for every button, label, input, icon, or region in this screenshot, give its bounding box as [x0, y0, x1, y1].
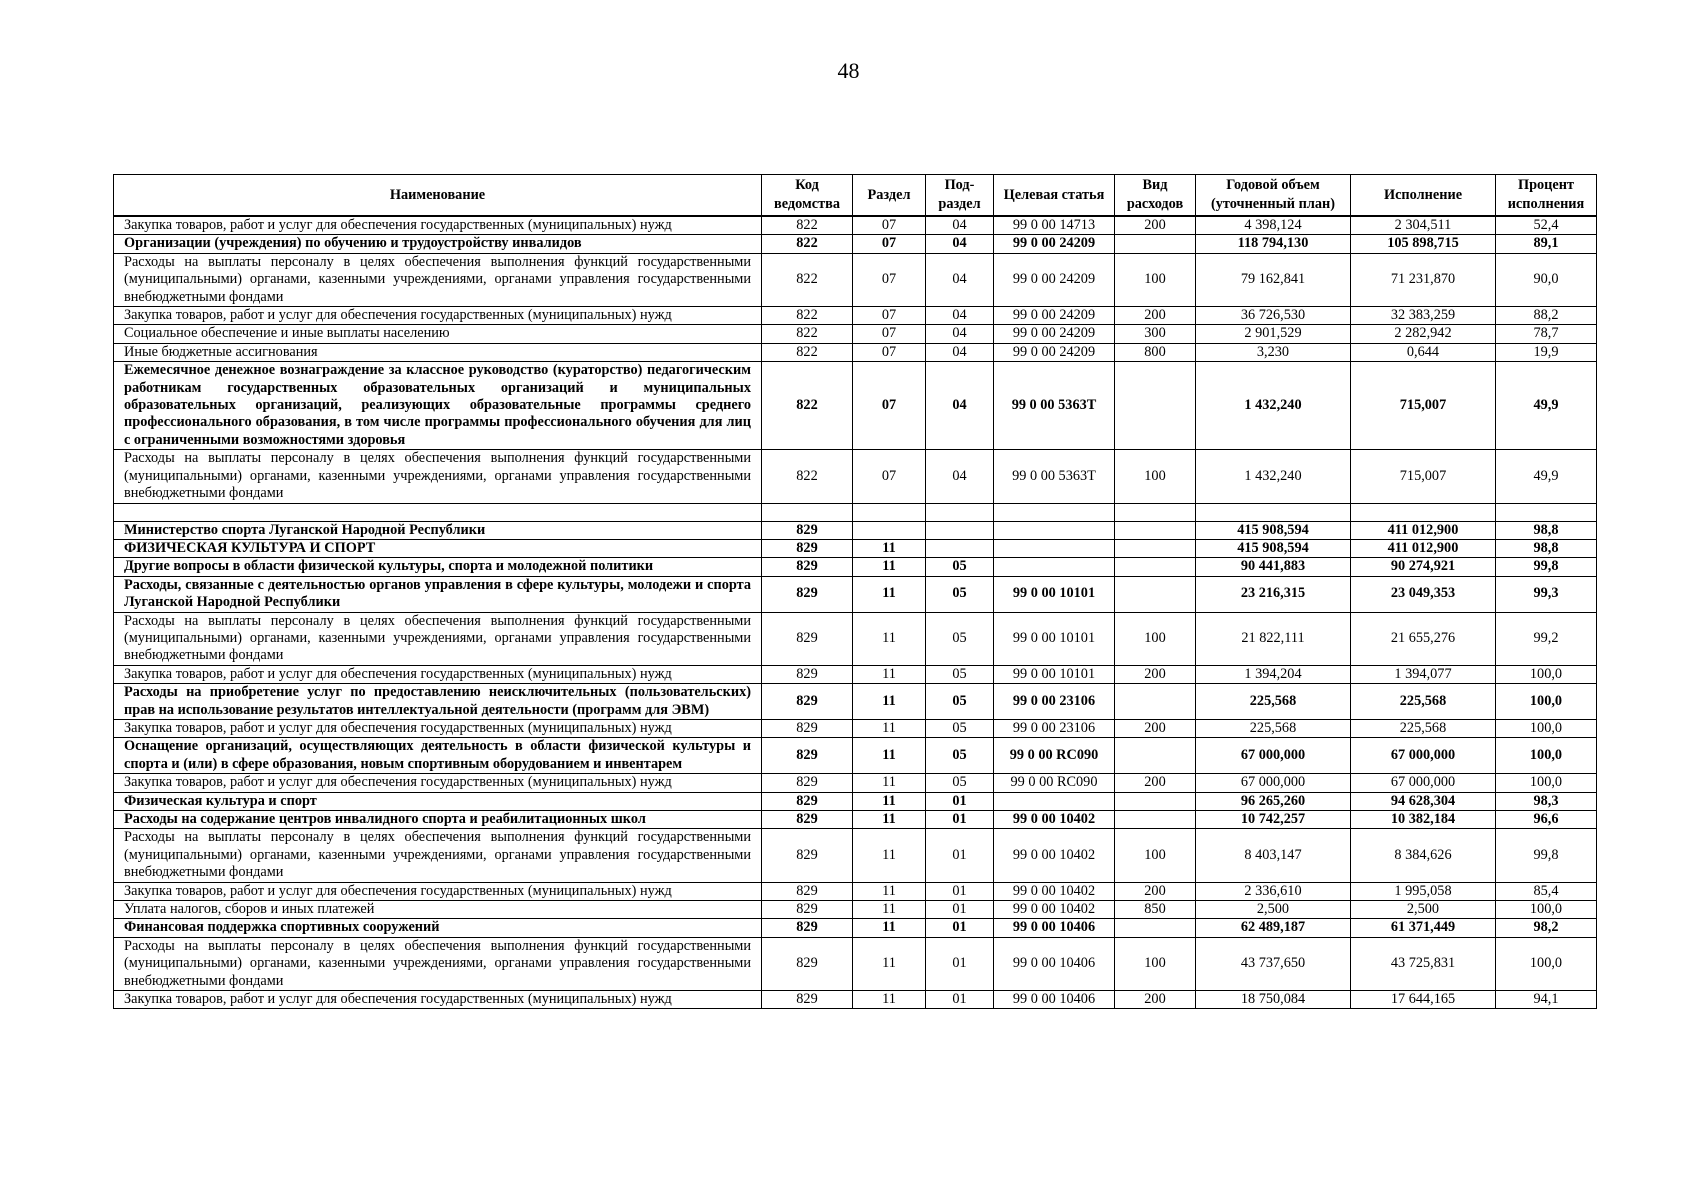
cell-annual-plan: 8 403,147 [1196, 829, 1351, 882]
cell-annual-plan: 225,568 [1196, 684, 1351, 720]
cell-dept-code: 829 [762, 829, 853, 882]
cell-name: Расходы, связанные с деятельностью органов управления в сфере культуры, молодежи и спорта Луганской Народной Республики [114, 576, 762, 612]
cell-expense-type: 300 [1115, 325, 1196, 343]
cell-subsection: 05 [926, 576, 994, 612]
cell-subsection: 04 [926, 362, 994, 450]
cell-dept-code: 822 [762, 325, 853, 343]
cell-target-article: 99 0 00 10402 [994, 829, 1115, 882]
table-row [114, 991, 1597, 1009]
cell-percent: 49,9 [1496, 362, 1597, 450]
cell-subsection: 05 [926, 558, 994, 576]
cell-name: Ежемесячное денежное вознаграждение за классное руководство (кураторство) педагогическим работникам государственных образовательных организаций и муниципальных образовательных организаций, реализующих образовательные программы среднего профессионального образования, в том числе программы профессионального обучения для лиц с ограниченными возможностями здоровья [114, 362, 762, 450]
cell-execution [1351, 503, 1496, 521]
cell-expense-type [1115, 362, 1196, 450]
cell-dept-code: 829 [762, 719, 853, 737]
cell-dept-code: 829 [762, 991, 853, 1009]
cell-expense-type: 100 [1115, 450, 1196, 503]
cell-expense-type [1115, 521, 1196, 539]
cell-name: Закупка товаров, работ и услуг для обеспечения государственных (муниципальных) нужд [114, 882, 762, 900]
cell-annual-plan: 67 000,000 [1196, 774, 1351, 792]
cell-section: 07 [853, 343, 926, 361]
cell-section: 11 [853, 684, 926, 720]
cell-percent: 85,4 [1496, 882, 1597, 900]
cell-expense-type: 100 [1115, 253, 1196, 306]
cell-name: Закупка товаров, работ и услуг для обеспечения государственных (муниципальных) нужд [114, 719, 762, 737]
cell-section: 11 [853, 919, 926, 937]
cell-dept-code: 829 [762, 684, 853, 720]
cell-section: 11 [853, 539, 926, 557]
cell-name: Расходы на выплаты персоналу в целях обеспечения выполнения функций государственными (муниципальными) органами, казенными учреждениями, органами управления государственными внебюджетными фондами [114, 612, 762, 665]
cell-target-article [994, 792, 1115, 810]
cell-target-article: 99 0 00 24209 [994, 253, 1115, 306]
cell-section: 11 [853, 811, 926, 829]
cell-execution: 411 012,900 [1351, 521, 1496, 539]
table-row [114, 539, 1597, 557]
table-row [114, 325, 1597, 343]
cell-dept-code: 822 [762, 235, 853, 253]
cell-percent: 99,3 [1496, 576, 1597, 612]
cell-target-article: 99 0 00 14713 [994, 216, 1115, 235]
cell-percent: 100,0 [1496, 684, 1597, 720]
header-target-article: Целевая статья [994, 175, 1115, 217]
cell-subsection: 04 [926, 235, 994, 253]
table-row [114, 719, 1597, 737]
cell-section: 11 [853, 901, 926, 919]
cell-expense-type [1115, 684, 1196, 720]
cell-target-article: 99 0 00 RC090 [994, 774, 1115, 792]
cell-execution: 2 282,942 [1351, 325, 1496, 343]
cell-percent: 98,3 [1496, 792, 1597, 810]
cell-target-article: 99 0 00 10402 [994, 901, 1115, 919]
header-dept-code: Код ведомства [762, 175, 853, 217]
cell-percent: 100,0 [1496, 738, 1597, 774]
cell-annual-plan: 18 750,084 [1196, 991, 1351, 1009]
cell-name: Закупка товаров, работ и услуг для обеспечения государственных (муниципальных) нужд [114, 665, 762, 683]
cell-target-article [994, 521, 1115, 539]
cell-target-article [994, 558, 1115, 576]
cell-annual-plan: 21 822,111 [1196, 612, 1351, 665]
cell-execution: 32 383,259 [1351, 307, 1496, 325]
header-name: Наименование [114, 175, 762, 217]
cell-expense-type: 200 [1115, 216, 1196, 235]
cell-dept-code: 829 [762, 665, 853, 683]
cell-name: Уплата налогов, сборов и иных платежей [114, 901, 762, 919]
cell-name: Социальное обеспечение и иные выплаты населению [114, 325, 762, 343]
cell-section: 07 [853, 216, 926, 235]
cell-subsection: 05 [926, 612, 994, 665]
cell-section: 07 [853, 235, 926, 253]
table-row [114, 450, 1597, 503]
cell-name: Расходы на выплаты персоналу в целях обеспечения выполнения функций государственными (муниципальными) органами, казенными учреждениями, органами управления государственными внебюджетными фондами [114, 829, 762, 882]
table-body [114, 216, 1597, 1009]
cell-percent: 100,0 [1496, 901, 1597, 919]
cell-percent: 96,6 [1496, 811, 1597, 829]
cell-execution: 715,007 [1351, 362, 1496, 450]
cell-dept-code: 822 [762, 450, 853, 503]
cell-section: 11 [853, 665, 926, 683]
table-row [114, 558, 1597, 576]
cell-dept-code: 822 [762, 307, 853, 325]
page-number: 48 [837, 58, 860, 83]
cell-dept-code: 829 [762, 774, 853, 792]
cell-expense-type [1115, 811, 1196, 829]
cell-execution: 90 274,921 [1351, 558, 1496, 576]
cell-subsection: 04 [926, 343, 994, 361]
cell-section: 11 [853, 558, 926, 576]
cell-dept-code: 829 [762, 576, 853, 612]
cell-dept-code: 829 [762, 811, 853, 829]
cell-subsection: 01 [926, 792, 994, 810]
cell-execution: 411 012,900 [1351, 539, 1496, 557]
cell-execution: 225,568 [1351, 684, 1496, 720]
cell-annual-plan: 2 901,529 [1196, 325, 1351, 343]
cell-subsection: 04 [926, 253, 994, 306]
cell-target-article: 99 0 00 5363Т [994, 362, 1115, 450]
cell-section [853, 521, 926, 539]
cell-percent: 98,2 [1496, 919, 1597, 937]
table-row [114, 362, 1597, 450]
cell-subsection [926, 539, 994, 557]
table-row [114, 774, 1597, 792]
cell-subsection: 05 [926, 719, 994, 737]
cell-expense-type [1115, 792, 1196, 810]
cell-target-article: 99 0 00 23106 [994, 719, 1115, 737]
cell-percent: 98,8 [1496, 539, 1597, 557]
cell-percent: 98,8 [1496, 521, 1597, 539]
header-annual-plan: Годовой объем (уточненный план) [1196, 175, 1351, 217]
cell-annual-plan: 79 162,841 [1196, 253, 1351, 306]
cell-section: 11 [853, 738, 926, 774]
table-row [114, 811, 1597, 829]
cell-dept-code: 822 [762, 253, 853, 306]
cell-expense-type [1115, 558, 1196, 576]
cell-execution: 10 382,184 [1351, 811, 1496, 829]
cell-subsection: 05 [926, 774, 994, 792]
cell-name: ФИЗИЧЕСКАЯ КУЛЬТУРА И СПОРТ [114, 539, 762, 557]
cell-expense-type: 200 [1115, 882, 1196, 900]
cell-subsection: 01 [926, 937, 994, 990]
cell-dept-code: 822 [762, 362, 853, 450]
cell-target-article: 99 0 00 10406 [994, 919, 1115, 937]
cell-target-article [994, 503, 1115, 521]
cell-subsection: 04 [926, 325, 994, 343]
cell-expense-type: 200 [1115, 307, 1196, 325]
cell-section: 11 [853, 882, 926, 900]
header-section: Раздел [853, 175, 926, 217]
cell-section: 07 [853, 450, 926, 503]
cell-name: Министерство спорта Луганской Народной Республики [114, 521, 762, 539]
cell-name: Закупка товаров, работ и услуг для обеспечения государственных (муниципальных) нужд [114, 216, 762, 235]
cell-name: Финансовая поддержка спортивных сооружений [114, 919, 762, 937]
cell-section: 11 [853, 991, 926, 1009]
cell-target-article: 99 0 00 24209 [994, 307, 1115, 325]
cell-dept-code: 829 [762, 882, 853, 900]
cell-section: 07 [853, 307, 926, 325]
cell-expense-type [1115, 539, 1196, 557]
cell-name: Организации (учреждения) по обучению и трудоустройству инвалидов [114, 235, 762, 253]
cell-name: Другие вопросы в области физической культуры, спорта и молодежной политики [114, 558, 762, 576]
cell-name: Физическая культура и спорт [114, 792, 762, 810]
cell-annual-plan: 23 216,315 [1196, 576, 1351, 612]
cell-dept-code: 829 [762, 521, 853, 539]
cell-expense-type: 100 [1115, 829, 1196, 882]
header-expense-type: Вид расходов [1115, 175, 1196, 217]
table-row [114, 738, 1597, 774]
cell-subsection: 05 [926, 738, 994, 774]
cell-expense-type: 800 [1115, 343, 1196, 361]
cell-annual-plan: 415 908,594 [1196, 539, 1351, 557]
cell-subsection [926, 503, 994, 521]
cell-subsection: 01 [926, 991, 994, 1009]
cell-expense-type [1115, 503, 1196, 521]
cell-percent: 19,9 [1496, 343, 1597, 361]
cell-annual-plan: 2,500 [1196, 901, 1351, 919]
cell-section: 11 [853, 937, 926, 990]
table-row [114, 216, 1597, 235]
cell-target-article: 99 0 00 5363Т [994, 450, 1115, 503]
table-row [114, 919, 1597, 937]
cell-subsection: 01 [926, 901, 994, 919]
table-row [114, 665, 1597, 683]
cell-percent: 99,2 [1496, 612, 1597, 665]
table-row [114, 253, 1597, 306]
cell-dept-code [762, 503, 853, 521]
cell-name [114, 503, 762, 521]
cell-percent: 99,8 [1496, 829, 1597, 882]
cell-dept-code: 829 [762, 738, 853, 774]
table-row [114, 829, 1597, 882]
cell-expense-type [1115, 738, 1196, 774]
cell-target-article: 99 0 00 10406 [994, 937, 1115, 990]
cell-execution: 105 898,715 [1351, 235, 1496, 253]
header-execution: Исполнение [1351, 175, 1496, 217]
cell-annual-plan: 1 432,240 [1196, 362, 1351, 450]
cell-annual-plan: 415 908,594 [1196, 521, 1351, 539]
header-percent: Процент исполнения [1496, 175, 1597, 217]
cell-annual-plan: 1 394,204 [1196, 665, 1351, 683]
cell-annual-plan: 1 432,240 [1196, 450, 1351, 503]
cell-annual-plan: 2 336,610 [1196, 882, 1351, 900]
cell-expense-type: 200 [1115, 774, 1196, 792]
cell-execution: 21 655,276 [1351, 612, 1496, 665]
table-row [114, 307, 1597, 325]
cell-percent: 52,4 [1496, 216, 1597, 235]
cell-execution: 1 394,077 [1351, 665, 1496, 683]
cell-target-article: 99 0 00 24209 [994, 343, 1115, 361]
cell-section: 07 [853, 253, 926, 306]
cell-execution: 71 231,870 [1351, 253, 1496, 306]
cell-dept-code: 829 [762, 612, 853, 665]
cell-percent [1496, 503, 1597, 521]
cell-target-article: 99 0 00 24209 [994, 325, 1115, 343]
cell-execution: 94 628,304 [1351, 792, 1496, 810]
cell-subsection [926, 521, 994, 539]
cell-percent: 100,0 [1496, 937, 1597, 990]
cell-percent: 99,8 [1496, 558, 1597, 576]
cell-dept-code: 822 [762, 343, 853, 361]
cell-name: Закупка товаров, работ и услуг для обеспечения государственных (муниципальных) нужд [114, 307, 762, 325]
cell-dept-code: 822 [762, 216, 853, 235]
cell-dept-code: 829 [762, 539, 853, 557]
cell-execution: 23 049,353 [1351, 576, 1496, 612]
table-row [114, 343, 1597, 361]
table-row [114, 235, 1597, 253]
cell-execution: 67 000,000 [1351, 774, 1496, 792]
cell-execution: 67 000,000 [1351, 738, 1496, 774]
cell-subsection: 04 [926, 450, 994, 503]
cell-subsection: 05 [926, 665, 994, 683]
cell-section: 11 [853, 576, 926, 612]
cell-annual-plan: 3,230 [1196, 343, 1351, 361]
cell-expense-type: 100 [1115, 612, 1196, 665]
cell-execution: 225,568 [1351, 719, 1496, 737]
cell-execution: 2 304,511 [1351, 216, 1496, 235]
cell-subsection: 01 [926, 882, 994, 900]
cell-annual-plan: 118 794,130 [1196, 235, 1351, 253]
cell-annual-plan: 67 000,000 [1196, 738, 1351, 774]
cell-dept-code: 829 [762, 558, 853, 576]
cell-section: 11 [853, 829, 926, 882]
cell-expense-type: 100 [1115, 937, 1196, 990]
cell-percent: 89,1 [1496, 235, 1597, 253]
cell-expense-type [1115, 576, 1196, 612]
cell-target-article: 99 0 00 10101 [994, 665, 1115, 683]
cell-name: Расходы на выплаты персоналу в целях обеспечения выполнения функций государственными (муниципальными) органами, казенными учреждениями, органами управления государственными внебюджетными фондами [114, 450, 762, 503]
cell-section: 11 [853, 719, 926, 737]
table-row [114, 684, 1597, 720]
cell-target-article: 99 0 00 24209 [994, 235, 1115, 253]
cell-annual-plan [1196, 503, 1351, 521]
cell-execution: 0,644 [1351, 343, 1496, 361]
cell-annual-plan: 62 489,187 [1196, 919, 1351, 937]
cell-dept-code: 829 [762, 901, 853, 919]
cell-expense-type: 200 [1115, 665, 1196, 683]
cell-execution: 61 371,449 [1351, 919, 1496, 937]
cell-percent: 100,0 [1496, 719, 1597, 737]
cell-subsection: 05 [926, 684, 994, 720]
cell-target-article: 99 0 00 10402 [994, 882, 1115, 900]
cell-name: Иные бюджетные ассигнования [114, 343, 762, 361]
cell-annual-plan: 96 265,260 [1196, 792, 1351, 810]
cell-subsection: 04 [926, 307, 994, 325]
cell-percent: 88,2 [1496, 307, 1597, 325]
cell-annual-plan: 90 441,883 [1196, 558, 1351, 576]
budget-execution-table [113, 174, 1597, 1009]
cell-percent: 49,9 [1496, 450, 1597, 503]
cell-execution: 2,500 [1351, 901, 1496, 919]
cell-execution: 43 725,831 [1351, 937, 1496, 990]
cell-target-article: 99 0 00 10101 [994, 576, 1115, 612]
table-row [114, 792, 1597, 810]
table-row-empty [114, 503, 1597, 521]
table-row [114, 901, 1597, 919]
cell-expense-type [1115, 919, 1196, 937]
cell-target-article: 99 0 00 10101 [994, 612, 1115, 665]
cell-name: Расходы на приобретение услуг по предоставлению неисключительных (пользовательских) прав на использование результатов интеллектуальной деятельности (программ для ЭВМ) [114, 684, 762, 720]
cell-name: Расходы на выплаты персоналу в целях обеспечения выполнения функций государственными (муниципальными) органами, казенными учреждениями, органами управления государственными внебюджетными фондами [114, 253, 762, 306]
cell-section: 11 [853, 774, 926, 792]
cell-execution: 715,007 [1351, 450, 1496, 503]
cell-expense-type: 850 [1115, 901, 1196, 919]
cell-name: Оснащение организаций, осуществляющих деятельность в области физической культуры и спорта и (или) в сфере образования, новым спортивным оборудованием и инвентарем [114, 738, 762, 774]
cell-expense-type: 200 [1115, 991, 1196, 1009]
cell-section: 11 [853, 612, 926, 665]
cell-subsection: 04 [926, 216, 994, 235]
cell-dept-code: 829 [762, 792, 853, 810]
cell-section: 07 [853, 362, 926, 450]
table-row [114, 521, 1597, 539]
cell-expense-type [1115, 235, 1196, 253]
cell-name: Закупка товаров, работ и услуг для обеспечения государственных (муниципальных) нужд [114, 991, 762, 1009]
cell-annual-plan: 225,568 [1196, 719, 1351, 737]
cell-subsection: 01 [926, 811, 994, 829]
table-header-row [114, 175, 1597, 217]
cell-percent: 78,7 [1496, 325, 1597, 343]
cell-percent: 100,0 [1496, 774, 1597, 792]
table-row [114, 882, 1597, 900]
cell-annual-plan: 43 737,650 [1196, 937, 1351, 990]
cell-annual-plan: 4 398,124 [1196, 216, 1351, 235]
cell-percent: 90,0 [1496, 253, 1597, 306]
cell-section [853, 503, 926, 521]
cell-target-article: 99 0 00 23106 [994, 684, 1115, 720]
cell-section: 11 [853, 792, 926, 810]
cell-target-article: 99 0 00 RC090 [994, 738, 1115, 774]
cell-percent: 100,0 [1496, 665, 1597, 683]
cell-target-article: 99 0 00 10406 [994, 991, 1115, 1009]
cell-name: Закупка товаров, работ и услуг для обеспечения государственных (муниципальных) нужд [114, 774, 762, 792]
cell-dept-code: 829 [762, 919, 853, 937]
cell-dept-code: 829 [762, 937, 853, 990]
cell-annual-plan: 10 742,257 [1196, 811, 1351, 829]
cell-expense-type: 200 [1115, 719, 1196, 737]
cell-execution: 1 995,058 [1351, 882, 1496, 900]
table-row [114, 612, 1597, 665]
cell-execution: 17 644,165 [1351, 991, 1496, 1009]
table-row [114, 576, 1597, 612]
cell-target-article [994, 539, 1115, 557]
cell-section: 07 [853, 325, 926, 343]
cell-subsection: 01 [926, 919, 994, 937]
cell-percent: 94,1 [1496, 991, 1597, 1009]
cell-subsection: 01 [926, 829, 994, 882]
cell-annual-plan: 36 726,530 [1196, 307, 1351, 325]
cell-execution: 8 384,626 [1351, 829, 1496, 882]
cell-name: Расходы на содержание центров инвалидного спорта и реабилитационных школ [114, 811, 762, 829]
cell-name: Расходы на выплаты персоналу в целях обеспечения выполнения функций государственными (муниципальными) органами, казенными учреждениями, органами управления государственными внебюджетными фондами [114, 937, 762, 990]
cell-target-article: 99 0 00 10402 [994, 811, 1115, 829]
table-row [114, 937, 1597, 990]
header-subsection: Под-раздел [926, 175, 994, 217]
